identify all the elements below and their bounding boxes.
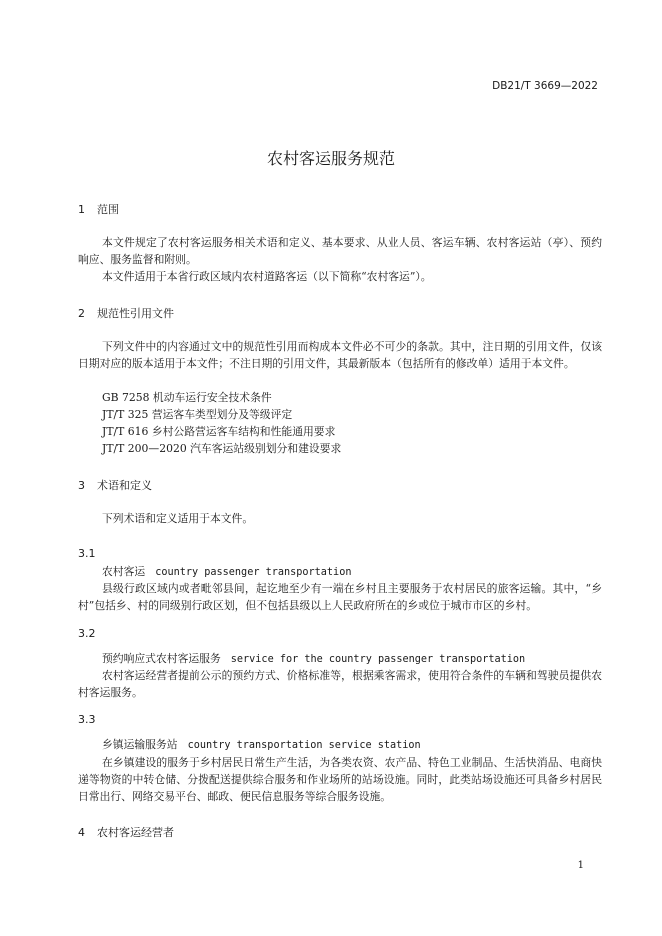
term-cn: 乡镇运输服务站 <box>102 738 178 751</box>
term-en: service for the country passenger transportation <box>230 654 526 665</box>
term-en: country transportation service station <box>187 740 421 751</box>
document-code: DB21/T 3669—2022 <box>492 80 598 92</box>
normative-reference: JT/T 325 营运客车类型划分及等级评定 <box>102 408 293 421</box>
section-1-paragraph-1: 本文件规定了农村客运服务相关术语和定义、基本要求、从业人员、客运车辆、农村客运站（亭）、预约响应、服务监督和附则。 <box>78 236 602 266</box>
page-title: 农村客运服务规范 <box>266 149 395 168</box>
normative-reference: JT/T 616 乡村公路营运客车结构和性能通用要求 <box>102 425 336 438</box>
section-2-paragraph-1: 下列文件中的内容通过文中的规范性引用而构成本文件必不可少的条款。其中，注日期的引用文件，仅该日期对应的版本适用于本文件；不注日期的引用文件，其最新版本（包括所有的修改单）适用于本文件。 <box>78 340 602 370</box>
section-1-paragraph-2: 本文件适用于本省行政区域内农村道路客运（以下简称“农村客运”）。 <box>102 270 432 283</box>
section-heading-4: 4 农村客运经营者 <box>78 826 174 839</box>
term-3-3 <box>102 737 421 752</box>
normative-reference: JT/T 200—2020 汽车客运站级别划分和建设要求 <box>102 442 342 455</box>
section-heading-1: 1 范围 <box>78 203 119 216</box>
normative-reference: GB 7258 机动车运行安全技术条件 <box>102 391 272 404</box>
page-number: 1 <box>577 860 584 871</box>
term-cn: 预约响应式农村客运服务 <box>102 652 221 665</box>
term-number-3-1: 3.1 <box>78 547 96 560</box>
term-number-3-2: 3.2 <box>78 627 96 640</box>
term-cn: 农村客运 <box>102 565 146 578</box>
section-3-paragraph-1: 下列术语和定义适用于本文件。 <box>102 512 254 525</box>
term-en: country passenger transportation <box>155 567 352 578</box>
term-number-3-3: 3.3 <box>78 713 96 726</box>
term-3-1 <box>102 564 351 579</box>
term-3-1-definition: 县级行政区域内或者毗邻县间，起讫地至少有一端在乡村且主要服务于农村居民的旅客运输。其中，“乡村”包括乡、村的同级别行政区划，但不包括县级以上人民政府所在的乡或位于城市市区的乡村。 <box>78 582 602 612</box>
term-3-2-definition: 农村客运经营者提前公示的预约方式、价格标准等，根据乘客需求，使用符合条件的车辆和驾驶员提供农村客运服务。 <box>78 669 602 699</box>
term-3-2 <box>102 651 525 666</box>
section-heading-2: 2 规范性引用文件 <box>78 307 174 320</box>
term-3-3-definition: 在乡镇建设的服务于乡村居民日常生产生活，为各类农资、农产品、特色工业制品、生活快消品、电商快递等物资的中转仓储、分拨配送提供综合服务和作业场所的站场设施。同时，此类站场设施还可具备乡村居民日常出行、网络交易平台、邮政、便民信息服务等综合服务设施。 <box>78 756 602 803</box>
section-heading-3: 3 术语和定义 <box>78 479 152 492</box>
